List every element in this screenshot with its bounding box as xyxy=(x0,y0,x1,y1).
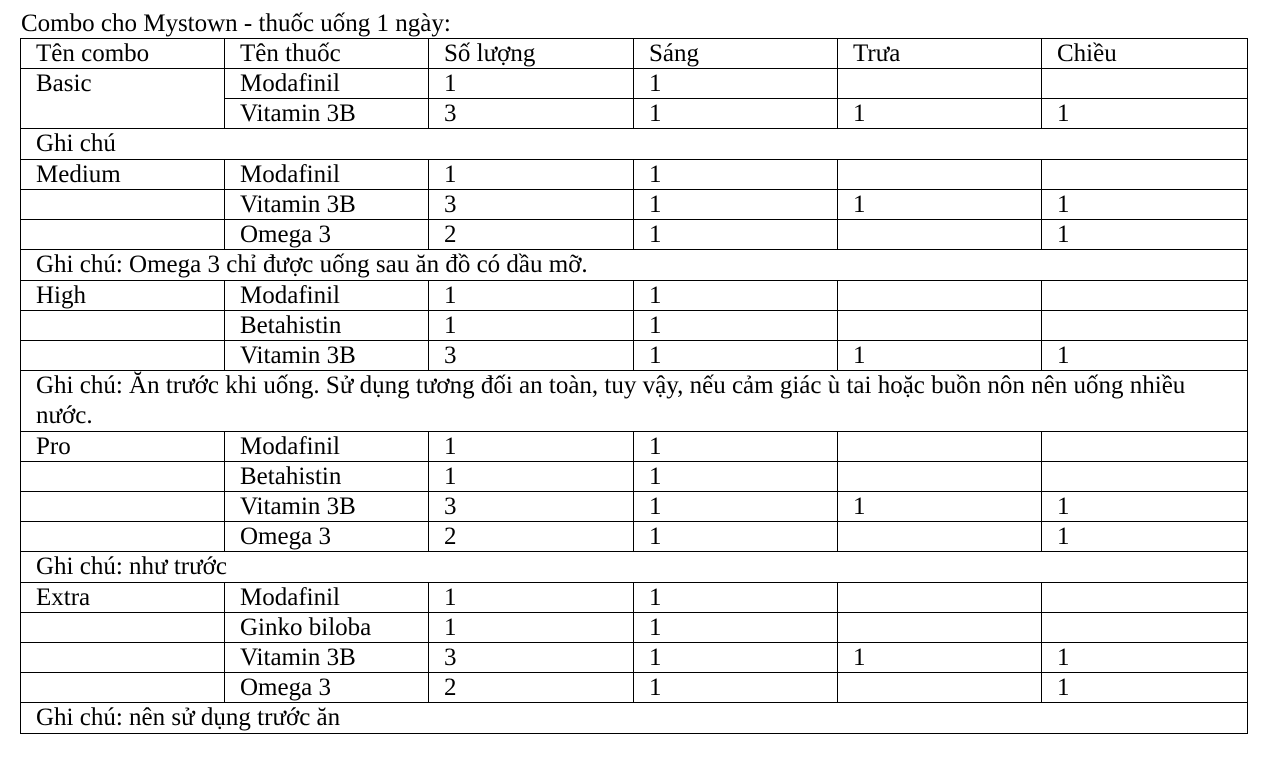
drug-cell: Modafinil xyxy=(225,281,429,311)
morning-cell: 1 xyxy=(634,190,838,220)
afternoon-cell: 1 xyxy=(1042,341,1248,371)
note-row xyxy=(21,552,1248,583)
morning-cell: 1 xyxy=(634,220,838,250)
afternoon-cell xyxy=(1042,311,1248,341)
drug-cell: Modafinil xyxy=(225,69,429,99)
afternoon-cell: 1 xyxy=(1042,99,1248,129)
combo-name-cell xyxy=(21,643,225,673)
table-row xyxy=(21,462,1248,492)
morning-cell: 1 xyxy=(634,341,838,371)
drug-cell: Betahistin xyxy=(225,462,429,492)
noon-cell xyxy=(838,462,1042,492)
table-row xyxy=(21,583,1248,613)
combo-name-cell xyxy=(21,492,225,522)
morning-cell: 1 xyxy=(634,99,838,129)
combo-name-extra: Extra xyxy=(21,583,225,613)
drug-cell: Modafinil xyxy=(225,160,429,190)
drug-cell: Modafinil xyxy=(225,583,429,613)
afternoon-cell xyxy=(1042,281,1248,311)
note-pro: Ghi chú: như trước xyxy=(21,552,1248,583)
combo-name-cell xyxy=(21,311,225,341)
noon-cell xyxy=(838,673,1042,703)
afternoon-cell: 1 xyxy=(1042,643,1248,673)
header-drug: Tên thuốc xyxy=(225,39,429,69)
table-row xyxy=(21,432,1248,462)
morning-cell: 1 xyxy=(634,613,838,643)
morning-cell: 1 xyxy=(634,643,838,673)
noon-cell xyxy=(838,281,1042,311)
header-quantity: Số lượng xyxy=(429,39,634,69)
afternoon-cell xyxy=(1042,432,1248,462)
morning-cell: 1 xyxy=(634,492,838,522)
combo-table xyxy=(20,38,1248,734)
drug-cell: Ginko biloba xyxy=(225,613,429,643)
quantity-cell: 1 xyxy=(429,281,634,311)
morning-cell: 1 xyxy=(634,160,838,190)
table-row xyxy=(21,311,1248,341)
morning-cell: 1 xyxy=(634,673,838,703)
table-row xyxy=(21,190,1248,220)
quantity-cell: 3 xyxy=(429,341,634,371)
morning-cell: 1 xyxy=(634,281,838,311)
afternoon-cell xyxy=(1042,69,1248,99)
quantity-cell: 1 xyxy=(429,160,634,190)
table-row xyxy=(21,522,1248,552)
drug-cell: Vitamin 3B xyxy=(225,99,429,129)
note-extra: Ghi chú: nên sử dụng trước ăn xyxy=(21,703,1248,734)
combo-name-basic: Basic xyxy=(21,69,225,99)
noon-cell xyxy=(838,522,1042,552)
drug-cell: Vitamin 3B xyxy=(225,341,429,371)
quantity-cell: 1 xyxy=(429,583,634,613)
afternoon-cell: 1 xyxy=(1042,492,1248,522)
noon-cell: 1 xyxy=(838,492,1042,522)
afternoon-cell: 1 xyxy=(1042,190,1248,220)
quantity-cell: 3 xyxy=(429,99,634,129)
afternoon-cell xyxy=(1042,583,1248,613)
combo-name-medium: Medium xyxy=(21,160,225,190)
document-title: Combo cho Mystown - thuốc uống 1 ngày: xyxy=(21,10,451,37)
morning-cell: 1 xyxy=(634,583,838,613)
morning-cell: 1 xyxy=(634,69,838,99)
quantity-cell: 2 xyxy=(429,673,634,703)
header-combo: Tên combo xyxy=(21,39,225,69)
noon-cell xyxy=(838,583,1042,613)
header-morning: Sáng xyxy=(634,39,838,69)
header-row xyxy=(21,39,1248,69)
noon-cell: 1 xyxy=(838,643,1042,673)
afternoon-cell: 1 xyxy=(1042,673,1248,703)
quantity-cell: 1 xyxy=(429,311,634,341)
noon-cell xyxy=(838,311,1042,341)
table-row xyxy=(21,643,1248,673)
header-noon: Trưa xyxy=(838,39,1042,69)
combo-name-cell xyxy=(21,99,225,129)
drug-cell: Vitamin 3B xyxy=(225,492,429,522)
noon-cell xyxy=(838,69,1042,99)
quantity-cell: 1 xyxy=(429,613,634,643)
morning-cell: 1 xyxy=(634,432,838,462)
noon-cell xyxy=(838,613,1042,643)
afternoon-cell: 1 xyxy=(1042,522,1248,552)
note-basic: Ghi chú xyxy=(21,129,1248,160)
noon-cell: 1 xyxy=(838,341,1042,371)
quantity-cell: 3 xyxy=(429,190,634,220)
drug-cell: Omega 3 xyxy=(225,522,429,552)
combo-name-pro: Pro xyxy=(21,432,225,462)
noon-cell xyxy=(838,220,1042,250)
combo-name-cell xyxy=(21,613,225,643)
header-afternoon: Chiều xyxy=(1042,39,1248,69)
afternoon-cell xyxy=(1042,462,1248,492)
note-high: Ghi chú: Ăn trước khi uống. Sử dụng tương đối an toàn, tuy vậy, nếu cảm giác ù tai hoặc buồn nôn nên uống nhiều nước. xyxy=(21,371,1248,432)
table-row xyxy=(21,613,1248,643)
table-row xyxy=(21,220,1248,250)
quantity-cell: 2 xyxy=(429,220,634,250)
drug-cell: Omega 3 xyxy=(225,220,429,250)
drug-cell: Omega 3 xyxy=(225,673,429,703)
noon-cell: 1 xyxy=(838,190,1042,220)
combo-name-cell xyxy=(21,190,225,220)
table-row xyxy=(21,492,1248,522)
afternoon-cell xyxy=(1042,613,1248,643)
noon-cell: 1 xyxy=(838,99,1042,129)
noon-cell xyxy=(838,432,1042,462)
drug-cell: Vitamin 3B xyxy=(225,190,429,220)
note-medium: Ghi chú: Omega 3 chỉ được uống sau ăn đồ có dầu mỡ. xyxy=(21,250,1248,281)
combo-name-cell xyxy=(21,341,225,371)
quantity-cell: 3 xyxy=(429,643,634,673)
combo-name-cell xyxy=(21,462,225,492)
combo-name-cell xyxy=(21,673,225,703)
quantity-cell: 1 xyxy=(429,462,634,492)
note-row xyxy=(21,371,1248,432)
drug-cell: Vitamin 3B xyxy=(225,643,429,673)
quantity-cell: 2 xyxy=(429,522,634,552)
table-row xyxy=(21,160,1248,190)
afternoon-cell: 1 xyxy=(1042,220,1248,250)
noon-cell xyxy=(838,160,1042,190)
note-row xyxy=(21,703,1248,734)
table-row xyxy=(21,341,1248,371)
combo-name-high: High xyxy=(21,281,225,311)
table-row xyxy=(21,673,1248,703)
quantity-cell: 1 xyxy=(429,432,634,462)
table-row xyxy=(21,281,1248,311)
table-row xyxy=(21,99,1248,129)
morning-cell: 1 xyxy=(634,522,838,552)
morning-cell: 1 xyxy=(634,311,838,341)
note-row xyxy=(21,129,1248,160)
combo-name-cell xyxy=(21,522,225,552)
morning-cell: 1 xyxy=(634,462,838,492)
note-row xyxy=(21,250,1248,281)
drug-cell: Betahistin xyxy=(225,311,429,341)
quantity-cell: 3 xyxy=(429,492,634,522)
quantity-cell: 1 xyxy=(429,69,634,99)
combo-name-cell xyxy=(21,220,225,250)
afternoon-cell xyxy=(1042,160,1248,190)
table-row xyxy=(21,69,1248,99)
drug-cell: Modafinil xyxy=(225,432,429,462)
